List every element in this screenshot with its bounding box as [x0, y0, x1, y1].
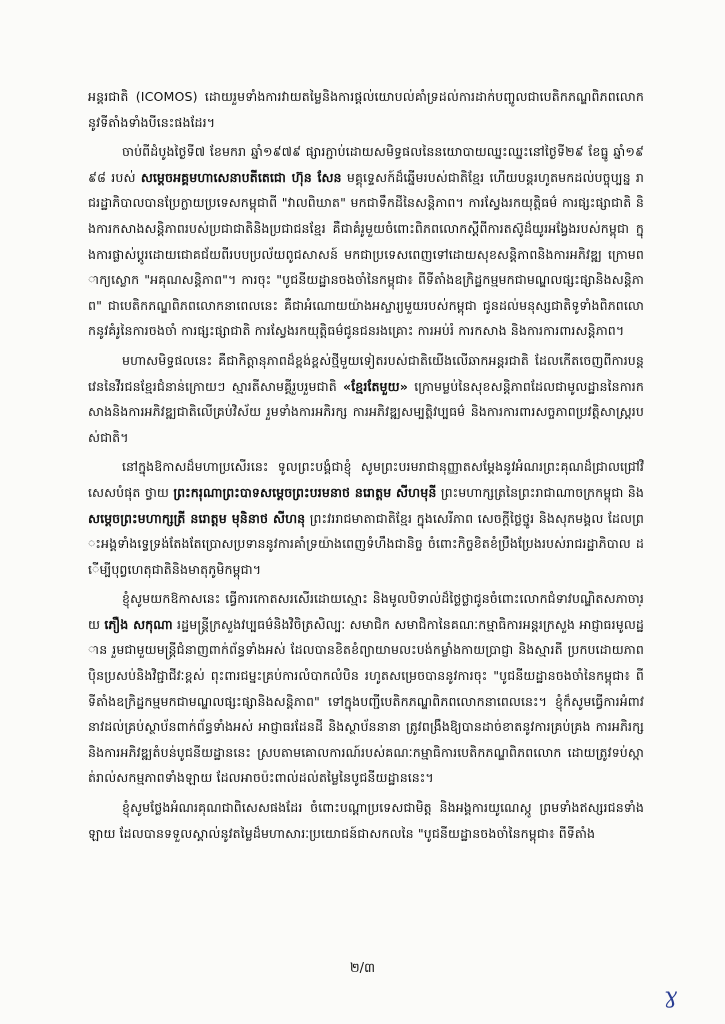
text-run: នៅក្នុងឱកាសដ៏មហាប្រសើរនេះ ទូលព្រះបង្គំជាខ្ញុំ សូមព្រះបរមរាជានុញ្ញាតសម្តែងនូវអំណរព្រះគុណដ៏ជ្រាលជ្រៅវិសេសបំផុត ថ្វាយ: [88, 459, 644, 500]
paragraph-p1: [88, 84, 644, 135]
text-run: អន្តរជាតិ (ICOMOS) ដោយរួមទាំងការវាយតម្លៃនិងការផ្តល់យោបល់គាំទ្រដល់ការដាក់បញ្ចូលជាបេតិកភណ្ឌពិភពលោកនូវទីតាំងទាំងបីនេះផងដែរ។: [88, 89, 644, 130]
bold-text: សម្តេចព្រះមហាក្សត្រី នរោត្តម មុនិនាថ សីហនុ: [88, 510, 306, 526]
text-run: ខ្ញុំសូមថ្លែងអំណរគុណជាពិសេសផងដែរ ចំពោះបណ្តាប្រទេសជាមិត្ត និងអង្គការយូណេស្កូ ព្រមទាំងឥស្សរជនទាំងឡាយ ដែលបានទទួលស្គាល់នូវតម្លៃដ៏មហាសារៈប្រយោជន៍ជាសកលនៃ "បូជនីយដ្ឋានចងចាំនៃកម្ពុជា៖ ពីទីតាំង: [88, 800, 644, 841]
paragraph-p3: [88, 348, 644, 450]
text-run: ក្រោមម្លប់នៃសុខសន្តិភាពដែលជាមូលដ្ឋាននៃការកសាងនិងការអភិវឌ្ឍជាតិលើគ្រប់វិស័យ រួមទាំងការអភិរក្ស ការអភិវឌ្ឍសម្បត្តិវប្បធម៌ និងការការពារសច្ចភាពប្រវត្តិសាស្ត្ររបស់ជាតិ។: [88, 378, 644, 445]
paragraph-p5: [88, 586, 644, 791]
paragraph-p2: [88, 139, 644, 344]
document-body: [88, 84, 644, 850]
text-run: រដ្ឋមន្ត្រីក្រសួងវប្បធម៌និងវិចិត្រសិល្បៈ សមាជិក សមាជិកានៃគណៈកម្មាធិការអន្តរក្រសួង អាជ្ញាធរមូលដ្ឋាន រួមជាមួយមន្ត្រីជំនាញពាក់ព័ន្ធទាំងអស់ ដែលបានខិតខំព្យាយាមលះបង់កម្លាំងកាយប្រាជ្ញា និងស្មារតី ប្រកបដោយភាពប៉ិនប្រសប់និងវិជ្ជាជីវៈខ្ពស់ ពុះពារជម្នះគ្រប់ការលំបាកលំបិន រហូតសម្រេចបាននូវការចុះ "បូជនីយដ្ឋានចងចាំនៃកម្ពុជា៖ ពីទីតាំងឧក្រិដ្ឋកម្មមកជាមណ្ឌលផ្សះផ្សានិងសន្តិភាព" ទៅក្នុងបញ្ជីបេតិកភណ្ឌពិភពលោកនាពេលនេះ។ ខ្ញុំក៏សូមធ្វើការអំពាវនាវដល់គ្រប់ស្ថាប័នពាក់ព័ន្ធទាំងអស់ អាជ្ញាធរដែនដី និងស្ថាប័ននានា ត្រូវពង្រឹងឱ្យបានដាច់ខាតនូវការគ្រប់គ្រង ការអភិរក្ស និងការអភិវឌ្ឍតំបន់បូជនីយដ្ឋាននេះ ស្របតាមគោលការណ៍របស់គណៈកម្មាធិការបេតិកភណ្ឌពិភពលោក ដោយត្រូវទប់ស្កាត់រាល់សកម្មភាពទាំងឡាយ ដែលអាចប៉ះពាល់ដល់តម្លៃនៃបូជនីយដ្ឋាននេះ។: [88, 616, 644, 786]
text-run: ខ្ញុំសូមយកឱកាសនេះ ធ្វើការកោតសរសើរដោយស្មោះ និងមូលបិទាល់ដ៏ថ្លៃថ្លាជូនចំពោះលោកជំទាវបណ្ឌិតសភាចារ្យ: [88, 591, 644, 632]
handwritten-initial: ɣ: [664, 984, 678, 1009]
text-run: ចាប់ពីដំបូងថ្ងៃទី៧ ខែមករា ឆ្នាំ១៩៧៩ ផ្សារភ្ជាប់ដោយសមិទ្ធផលនៃនយោបាយឈ្នះឈ្នះនៅថ្ងៃទី២៩ ខែធ្នូ ឆ្នាំ១៩៩៨ របស់: [88, 144, 644, 185]
bold-text: ព្រះករុណាព្រះបាទសម្តេចព្រះបរមនាថ នរោត្តម សីហមុនី: [173, 484, 437, 500]
bold-text: «ខ្មែរតែមួយ»: [343, 378, 408, 394]
text-run: ព្រះមហាក្សត្រនៃព្រះរាជាណាចក្រកម្ពុជា និង: [436, 484, 644, 500]
text-run: មគ្គុទ្ទេសក៍ដ៏ឆ្នើមរបស់ជាតិខ្មែរ ហើយបន្តរហូតមកដល់បច្ចុប្បន្ន រាជរដ្ឋាភិបាលបានប្រែក្លាយប្រទេសកម្ពុជាពី "វាលពិឃាត" មកជាទឹកដីនៃសន្តិភាព។ ការស្វែងរកយុត្តិធម៌ ការផ្សះផ្សាជាតិ និងការកសាងសន្តិភាពរបស់ប្រជាជាតិនិងប្រជាជនខ្មែរ គឺជាគំរូមួយចំពោះពិភពលោកស្តីពីការតស៊ូដ៏យូរអង្វែងរបស់កម្ពុជា ក្នុងការផ្លាស់ប្តូរដោយជោគជ័យពីរបបប្រល័យពូជសាសន៍ មកជាប្រទេសពេញទៅដោយសុខសន្តិភាពនិងការអភិវឌ្ឍ ក្រោមពាក្យស្លោក "អគុណសន្តិភាព"។ ការចុះ "បូជនីយដ្ឋានចងចាំនៃកម្ពុជា៖ ពីទីតាំងឧក្រិដ្ឋកម្មមកជាមណ្ឌលផ្សះផ្សានិងសន្តិភាព" ជាបេតិកភណ្ឌពិភពលោកនាពេលនេះ គឺជាអំណោយយ៉ាងអស្ចារ្យមួយរបស់កម្ពុជា ជូនដល់មនុស្សជាតិទូទាំងពិភពលោកនូវគំរូនៃការចងចាំ ការផ្សះផ្សាជាតិ ការស្វែងរកយុត្តិធម៌ជូនជនរងគ្រោះ ការអប់រំ ការកសាង និងការការពារសន្តិភាព។: [88, 169, 644, 339]
paragraph-p6: [88, 795, 644, 846]
bold-text: ភឿង សកុណា: [104, 616, 173, 632]
page-number: ២/៣: [349, 961, 376, 976]
text-run: ព្រះវររាជមាតាជាតិខ្មែរ ក្នុងសេរីភាព សេចក្តីថ្លៃថ្នូរ និងសុភមង្គល ដែលព្រះអង្គទាំងទ្វេទ្រង់តែងតែប្រោសប្រទាននូវការគាំទ្រយ៉ាងពេញទំហឹងជានិច្ច ចំពោះកិច្ចខិតខំប្រឹងប្រែងរបស់រាជរដ្ឋាភិបាល ដើម្បីបុព្វហេតុជាតិនិងមាតុភូមិកម្ពុជា។: [88, 510, 644, 577]
paragraph-p4: [88, 454, 644, 582]
text-run: មហាសមិទ្ធផលនេះ គឺជាកិត្តានុភាពដ៏ខ្ពង់ខ្ពស់ថ្មីមួយទៀតរបស់ជាតិយើងលើឆាកអន្តរជាតិ ដែលកើតចេញពីការបន្តវេននៃវីរជនខ្មែរជំនាន់ក្រោយៗ ស្មារតីសាមគ្គីរួបរួមជាតិ: [88, 352, 644, 394]
bold-text: សម្តេចអគ្គមហាសេនាបតីតេជោ ហ៊ុន សែន: [140, 169, 342, 185]
